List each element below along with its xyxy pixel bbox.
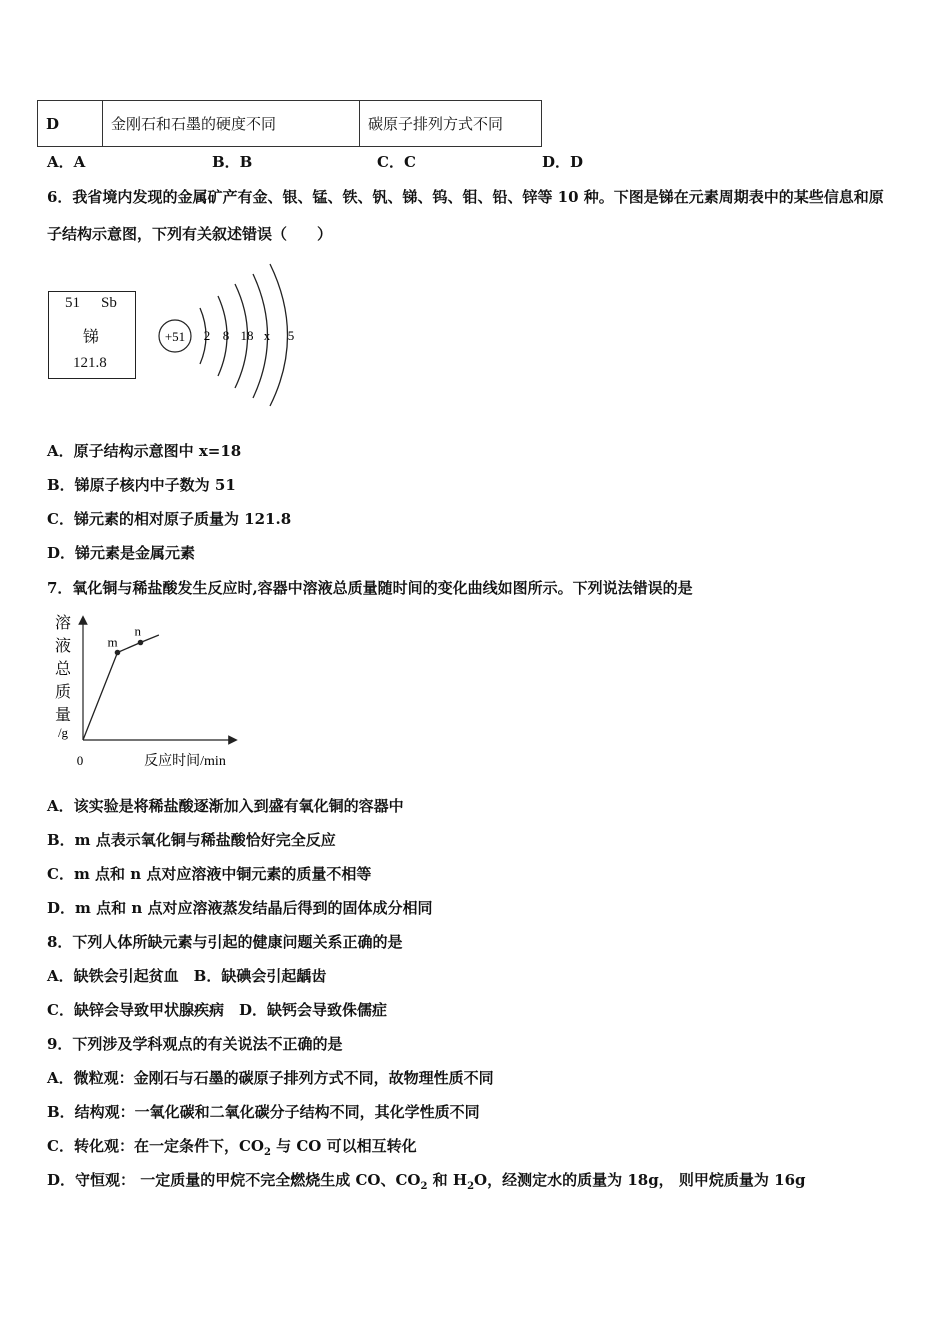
q9-option-a[interactable]: A．微粒观：金刚石与石墨的碳原子排列方式不同，故物理性质不同 <box>47 1069 494 1087</box>
q5-option-d[interactable]: D．D <box>542 153 584 171</box>
q5-option-b[interactable]: B．B <box>212 153 253 171</box>
q8-options-line2[interactable]: C．缺锌会导致甲状腺疾病 D．缺钙会导致侏儒症 <box>47 1001 387 1019</box>
q9-option-d[interactable] <box>47 1169 806 1192</box>
q9-option-d-text-mid: 和 H <box>427 1171 468 1189</box>
point-m <box>115 650 121 656</box>
q6-stem-line1: 6．我省境内发现的金属矿产有金、银、锰、铁、钒、锑、钨、钼、铅、锌等 10 种。下图是锑在元素周期表中的某些信息和原 <box>47 188 884 206</box>
q9-option-d-text-end: O，经测定水的质量为 18g， 则甲烷质量为 16g <box>474 1171 806 1189</box>
y-label-char: 溶 <box>54 615 72 632</box>
point-n-label: n <box>134 623 141 639</box>
shell-electrons-3: 18 <box>240 328 254 343</box>
nucleus-charge: +51 <box>164 329 186 344</box>
q9-option-c-text: C．转化观：在一定条件下，CO <box>47 1137 264 1155</box>
element-card <box>48 291 136 379</box>
point-n <box>138 640 144 646</box>
answer-table <box>37 100 542 147</box>
q7-option-d[interactable]: D．m 点和 n 点对应溶液蒸发结晶后得到的固体成分相同 <box>47 899 433 917</box>
q7-option-b[interactable]: B．m 点表示氧化铜与稀盐酸恰好完全反应 <box>47 831 336 849</box>
element-name: 锑 <box>83 329 100 346</box>
shell-electrons-1: 2 <box>203 328 211 343</box>
q9-stem: 9．下列涉及学科观点的有关说法不正确的是 <box>47 1035 343 1053</box>
y-axis-unit: /g <box>57 725 69 740</box>
y-label-char: 液 <box>54 638 72 655</box>
y-label-char: 量 <box>54 707 72 724</box>
q5-option-c[interactable]: C．C <box>377 153 416 171</box>
x-axis-label: 反应时间/min <box>144 754 226 769</box>
element-symbol: Sb <box>101 295 117 311</box>
q6-stem-line2: 子结构示意图，下列有关叙述错误（ ） <box>47 225 333 243</box>
q9-option-c[interactable] <box>47 1135 417 1158</box>
q8-stem: 8．下列人体所缺元素与引起的健康问题关系正确的是 <box>47 933 403 951</box>
q6-option-c[interactable]: C．锑元素的相对原子质量为 121.8 <box>47 510 292 528</box>
electron-shell-5 <box>270 264 288 406</box>
q7-stem: 7．氧化铜与稀盐酸发生反应时,容器中溶液总质量随时间的变化曲线如图所示。下列说法错误的是 <box>47 579 693 597</box>
table-cell-letter: D <box>38 101 103 147</box>
q9-option-b[interactable]: B．结构观：一氧化碳和二氧化碳分子结构不同，其化学性质不同 <box>47 1103 480 1121</box>
y-axis-label <box>55 614 72 740</box>
mass-curve <box>83 635 159 740</box>
q6-option-b[interactable]: B．锑原子核内中子数为 51 <box>47 476 236 494</box>
q9-option-d-text: D．守恒观： 一定质量的甲烷不完全燃烧生成 CO、CO <box>47 1171 421 1189</box>
table-cell-reason: 碳原子排列方式不同 <box>360 101 542 147</box>
atom-structure-diagram <box>150 258 310 408</box>
table-cell-fact: 金刚石和石墨的硬度不同 <box>103 101 360 147</box>
q6-option-a[interactable]: A．原子结构示意图中 x=18 <box>47 442 242 460</box>
origin-label: 0 <box>76 753 84 768</box>
shell-electrons-5: 5 <box>287 328 295 343</box>
table-row <box>38 101 542 147</box>
q5-option-a[interactable]: A．A <box>47 153 86 171</box>
shell-electrons-2: 8 <box>222 328 230 343</box>
q7-option-c[interactable]: C．m 点和 n 点对应溶液中铜元素的质量不相等 <box>47 865 372 883</box>
q7-option-a[interactable]: A．该实验是将稀盐酸逐渐加入到盛有氧化铜的容器中 <box>47 797 404 815</box>
subscript: 2 <box>263 1147 271 1158</box>
q8-options-line1[interactable]: A．缺铁会引起贫血 B．缺碘会引起龋齿 <box>47 967 327 985</box>
element-mass: 121.8 <box>73 355 107 371</box>
y-label-char: 总 <box>54 661 72 678</box>
q6-option-d[interactable]: D．锑元素是金属元素 <box>47 544 196 562</box>
shell-electrons-4: x <box>263 328 271 343</box>
mass-time-chart <box>45 610 245 770</box>
subscript: 2 <box>420 1181 428 1192</box>
element-number: 51 <box>65 295 80 311</box>
q9-option-c-text-end: 与 CO 可以相互转化 <box>270 1137 417 1155</box>
subscript: 2 <box>467 1181 475 1192</box>
point-m-label: m <box>107 634 118 650</box>
y-label-char: 质 <box>54 684 72 701</box>
